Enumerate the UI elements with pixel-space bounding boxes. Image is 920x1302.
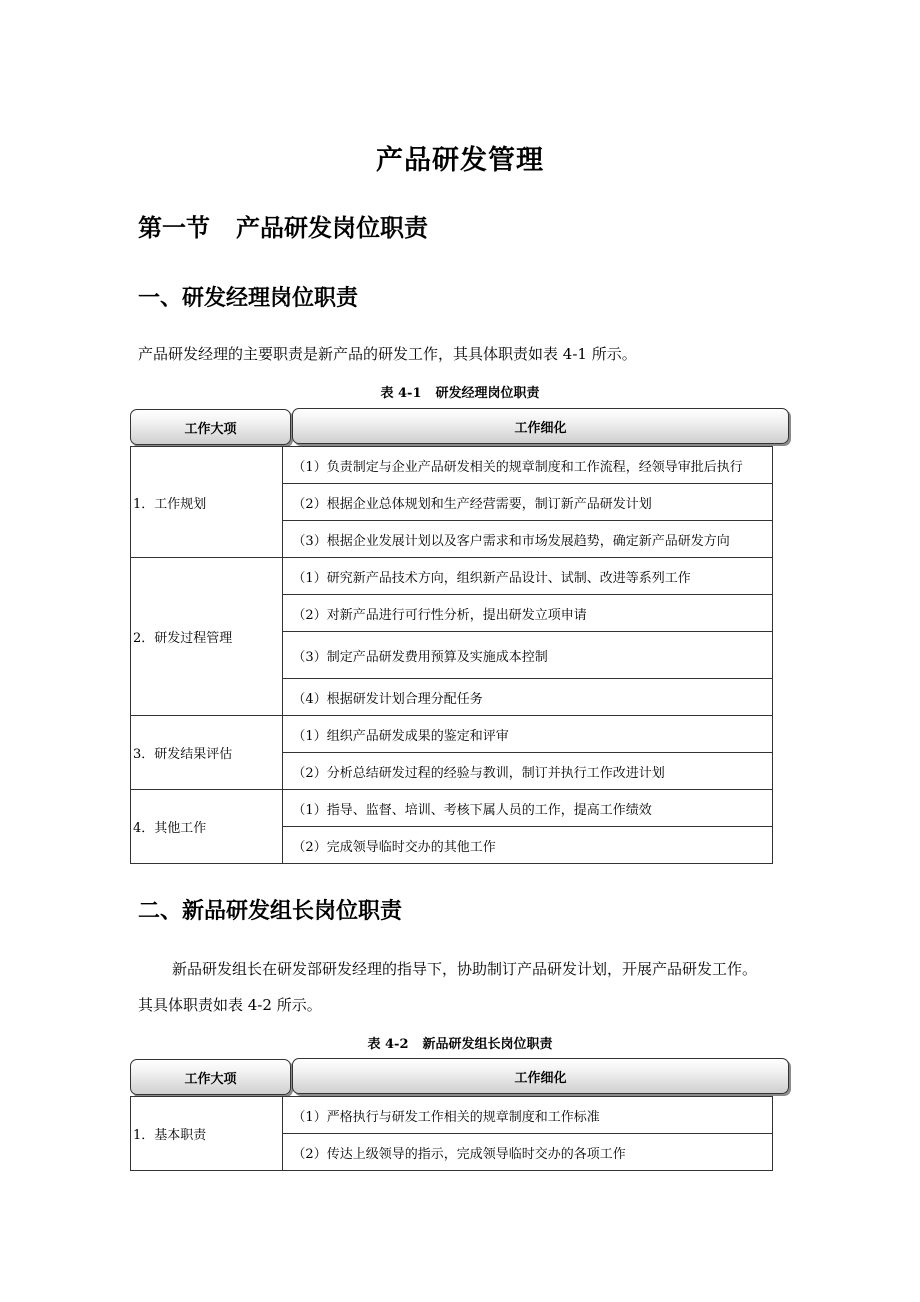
table-detail-cell: （1）指导、监督、培训、考核下属人员的工作，提高工作绩效 (283, 790, 773, 827)
table-detail-cell: （4）根据研发计划合理分配任务 (283, 679, 773, 716)
table-row (131, 1097, 773, 1134)
table2-caption-title: 新品研发组长岗位职责 (422, 1037, 553, 1052)
table-detail-cell: （1）负责制定与企业产品研发相关的规章制度和工作流程，经领导审批后执行 (283, 447, 773, 484)
part1-heading: 一、研发经理岗位职责 (138, 285, 359, 311)
table-category-cell: 1．工作规划 (131, 447, 283, 558)
table-category-cell: 2．研发过程管理 (131, 558, 283, 716)
table1-caption-title: 研发经理岗位职责 (435, 386, 540, 401)
table-detail-cell: （1）研究新产品技术方向，组织新产品设计、试制、改进等系列工作 (283, 558, 773, 595)
table-detail-cell: （2）分析总结研发过程的经验与教训，制订并执行工作改进计划 (283, 753, 773, 790)
table-category-cell: 3．研发结果评估 (131, 716, 283, 790)
table2-caption (0, 1033, 920, 1052)
table-detail-cell: （3）根据企业发展计划以及客户需求和市场发展趋势，确定新产品研发方向 (283, 521, 773, 558)
table1-header-category: 工作大项 (130, 409, 291, 445)
table-detail-cell: （2）完成领导临时交办的其他工作 (283, 827, 773, 864)
document-title: 产品研发管理 (376, 145, 544, 176)
table2 (130, 1096, 773, 1171)
section-heading (138, 208, 428, 243)
table1-caption-number: 表 4-1 (380, 386, 422, 401)
table-row (131, 558, 773, 595)
table2-header-category: 工作大项 (130, 1059, 291, 1095)
section-title: 产品研发岗位职责 (236, 213, 428, 242)
section-number: 第一节 (138, 213, 210, 242)
part2-intro-line2: 其具体职责如表 4-2 所示。 (138, 996, 322, 1014)
table-detail-cell: （3）制定产品研发费用预算及实施成本控制 (283, 632, 773, 679)
table-detail-cell: （1）组织产品研发成果的鉴定和评审 (283, 716, 773, 753)
part2-heading: 二、新品研发组长岗位职责 (138, 898, 403, 924)
part1-intro: 产品研发经理的主要职责是新产品的研发工作，其具体职责如表 4-1 所示。 (138, 345, 637, 363)
table-detail-cell: （2）根据企业总体规划和生产经营需要，制订新产品研发计划 (283, 484, 773, 521)
table-row (131, 447, 773, 484)
table-category-cell: 1．基本职责 (131, 1097, 283, 1171)
table-detail-cell: （2）传达上级领导的指示，完成领导临时交办的各项工作 (283, 1134, 773, 1171)
table-detail-cell: （2）对新产品进行可行性分析，提出研发立项申请 (283, 595, 773, 632)
part2-intro-line1: 新品研发组长在研发部研发经理的指导下，协助制订产品研发计划，开展产品研发工作。 (172, 960, 758, 978)
table2-header-detail: 工作细化 (292, 1058, 789, 1094)
table-detail-cell: （1）严格执行与研发工作相关的规章制度和工作标准 (283, 1097, 773, 1134)
table2-caption-number: 表 4-2 (367, 1037, 409, 1052)
table-category-cell: 4．其他工作 (131, 790, 283, 864)
table-row (131, 716, 773, 753)
table1-header-detail: 工作细化 (292, 408, 789, 444)
table1-caption (0, 382, 920, 401)
table-row (131, 790, 773, 827)
table1 (130, 446, 773, 864)
